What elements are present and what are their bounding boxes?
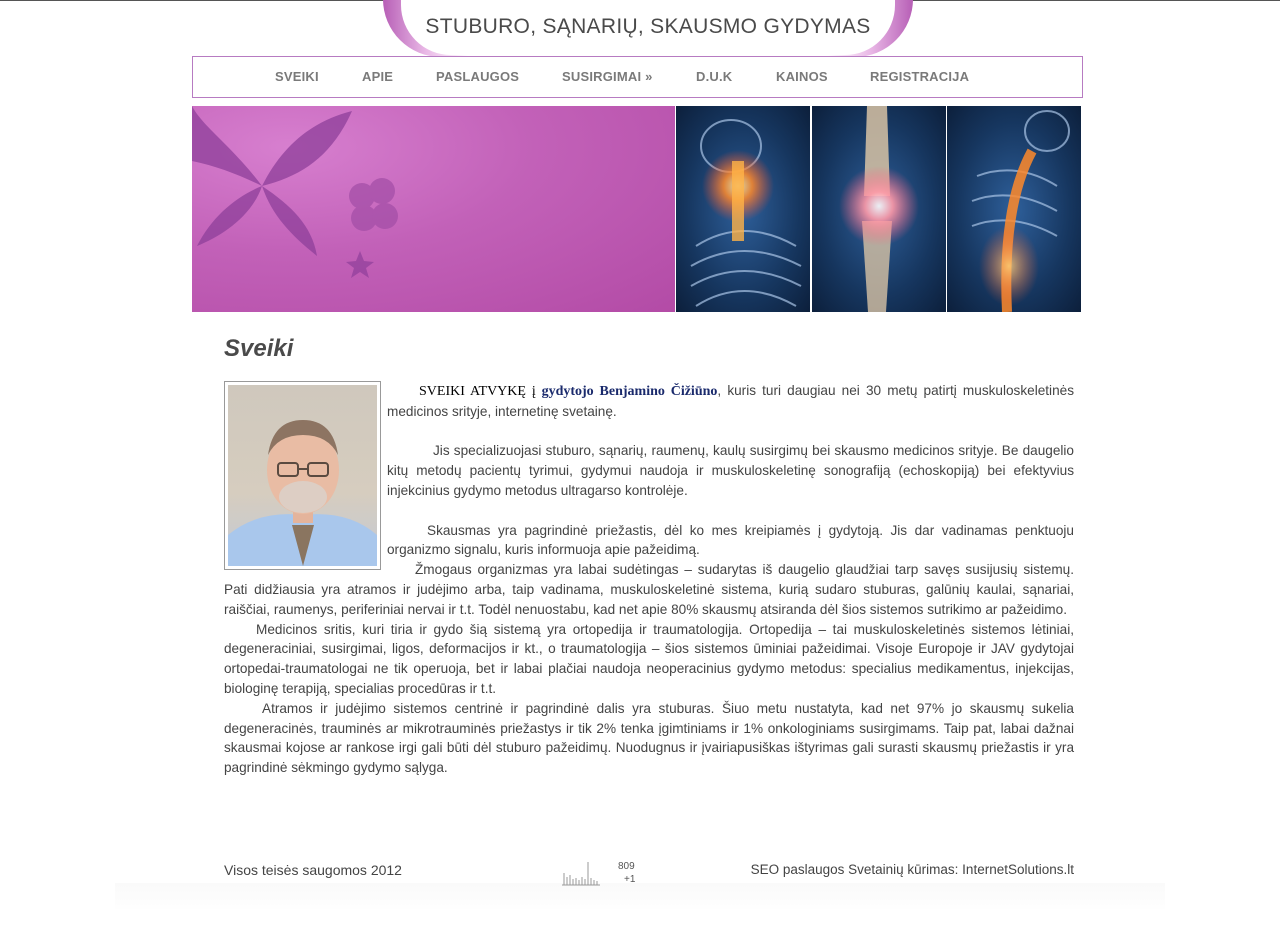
footer-credits-link[interactable]: SEO paslaugos Svetainių kūrimas: InternetSolutions.lt: [750, 862, 1074, 877]
orthopedics-paragraph: [224, 620, 1074, 699]
knee-xray-image: [812, 106, 946, 312]
counter-graph-icon: [560, 859, 605, 887]
orthopedics-text: Medicinos sritis, kuri tiria ir gydo šią sistemą yra ortopedija ir traumatologija. Ortopedija – tai muskuloskeletinės sistemos lėtiniai, degeneraciniai, susirgimai, ligos, deformacijos ir kt., o traumatologija – šios sistemos ūminiai pažeidimai. Visoje Europoje ir JAV gydytojai ortopedai-traumatologai ne tik operuoja, bet ir labai plačiai naudoja neoperacinius gydymo metodus: specialius medikamentus, injekcijas, biologinę terapiją, specialias procedūras ir t.t.: [224, 621, 1074, 696]
main-nav: [192, 56, 1083, 98]
counter-total: 809: [618, 861, 635, 872]
nav-item-duk[interactable]: D.U.K: [696, 69, 733, 84]
specialization-text: Jis specializuojasi stuburo, sąnarių, raumenų, kaulų susirgimų bei skausmo medicinos srityje. Be daugelio kitų metodų pacientų tyrimui, gydymui naudoja ir muskuloskeletinę sonografiją (echoskopiją) bei efektyvius injekcinius gydymo metodus ultragarso kontrolėje.: [387, 443, 1074, 498]
nav-item-sveiki[interactable]: SVEIKI: [275, 69, 319, 84]
main-content: [224, 381, 1074, 778]
spine-text: Atramos ir judėjimo sistemos centrinė ir pagrindinė dalis yra stuburas. Šiuo metu nustatyta, kad net 97% jo skausmų sukelia degeneracinės, trauminės ar mikrotrauminės priežastys ir tik 2% tenka įgimtiniams ir 1% onkologiniams susirgimams. Taip pat, labai dažnai skausmai kojose ar rankose irgi gali būti dėl stuburo pažeidimų. Nuodugnus ir įvairiapusiškas ištyrimas gali surasti skausmų priežastis ir yra pagrindinė sėkmingo gydymo sąlyga.: [224, 700, 1074, 776]
photo-spacer: [224, 381, 387, 576]
header-banner: [192, 106, 1082, 312]
footer-band: [115, 883, 1165, 909]
site-logo[interactable]: [383, 0, 913, 57]
intro-rest: , kuris turi daugiau nei 30 metų patirtį muskuloskeletinės medicinos srityje, internetinę svetainę.: [387, 383, 1074, 419]
organism-text: Žmogaus organizmas yra labai sudėtingas – sudarytas iš daugelio glaudžiai tarp savęs susijusių sistemų. Pati didžiausia yra atramos ir judėjimo arba, taip vadinama, muskuloskeletinė sistema, kurią sudaro stuburas, galūnių kaulai, sąnariai, raiščiai, raumenys, periferiniai nervai ir t.t. Todėl nenuostabu, kad net apie 80% skausmų atsiranda dėl šios sistemos sutrikimo ar pažeidimo.: [224, 562, 1074, 617]
pain-text: Skausmas yra pagrindinė priežastis, dėl ko mes kreipiamės į gydytoją. Jis dar vadinamas penktuoju organizmo signalu, kuris informuoja apie pažeidimą.: [387, 522, 1074, 558]
counter-today: +1: [624, 874, 636, 885]
banner-flowers: [192, 106, 675, 312]
doctor-name-link[interactable]: gydytojo Benjamino Čižiūno: [541, 384, 718, 399]
logo-text: STUBURO, SĄNARIŲ, SKAUSMO GYDYMAS: [425, 15, 871, 38]
nav-item-paslaugos[interactable]: PASLAUGOS: [436, 69, 520, 84]
spine-paragraph: [224, 699, 1074, 778]
logo-inner: [401, 0, 895, 55]
visit-counter[interactable]: [560, 859, 640, 887]
spine-xray-image: [947, 106, 1081, 312]
nav-item-susirgimai[interactable]: SUSIRGIMAI »: [562, 69, 653, 84]
nav-item-kainos[interactable]: KAINOS: [776, 69, 828, 84]
neck-xray-image: [676, 106, 810, 312]
footer-copyright: Visos teisės saugomos 2012: [224, 862, 402, 878]
page-title: Sveiki: [224, 335, 294, 362]
welcome-text: SVEIKI ATVYKĘ į: [419, 384, 542, 399]
nav-item-apie[interactable]: APIE: [362, 69, 394, 84]
flower-decoration-icon: [192, 106, 675, 312]
nav-item-registracija[interactable]: REGISTRACIJA: [870, 69, 970, 84]
